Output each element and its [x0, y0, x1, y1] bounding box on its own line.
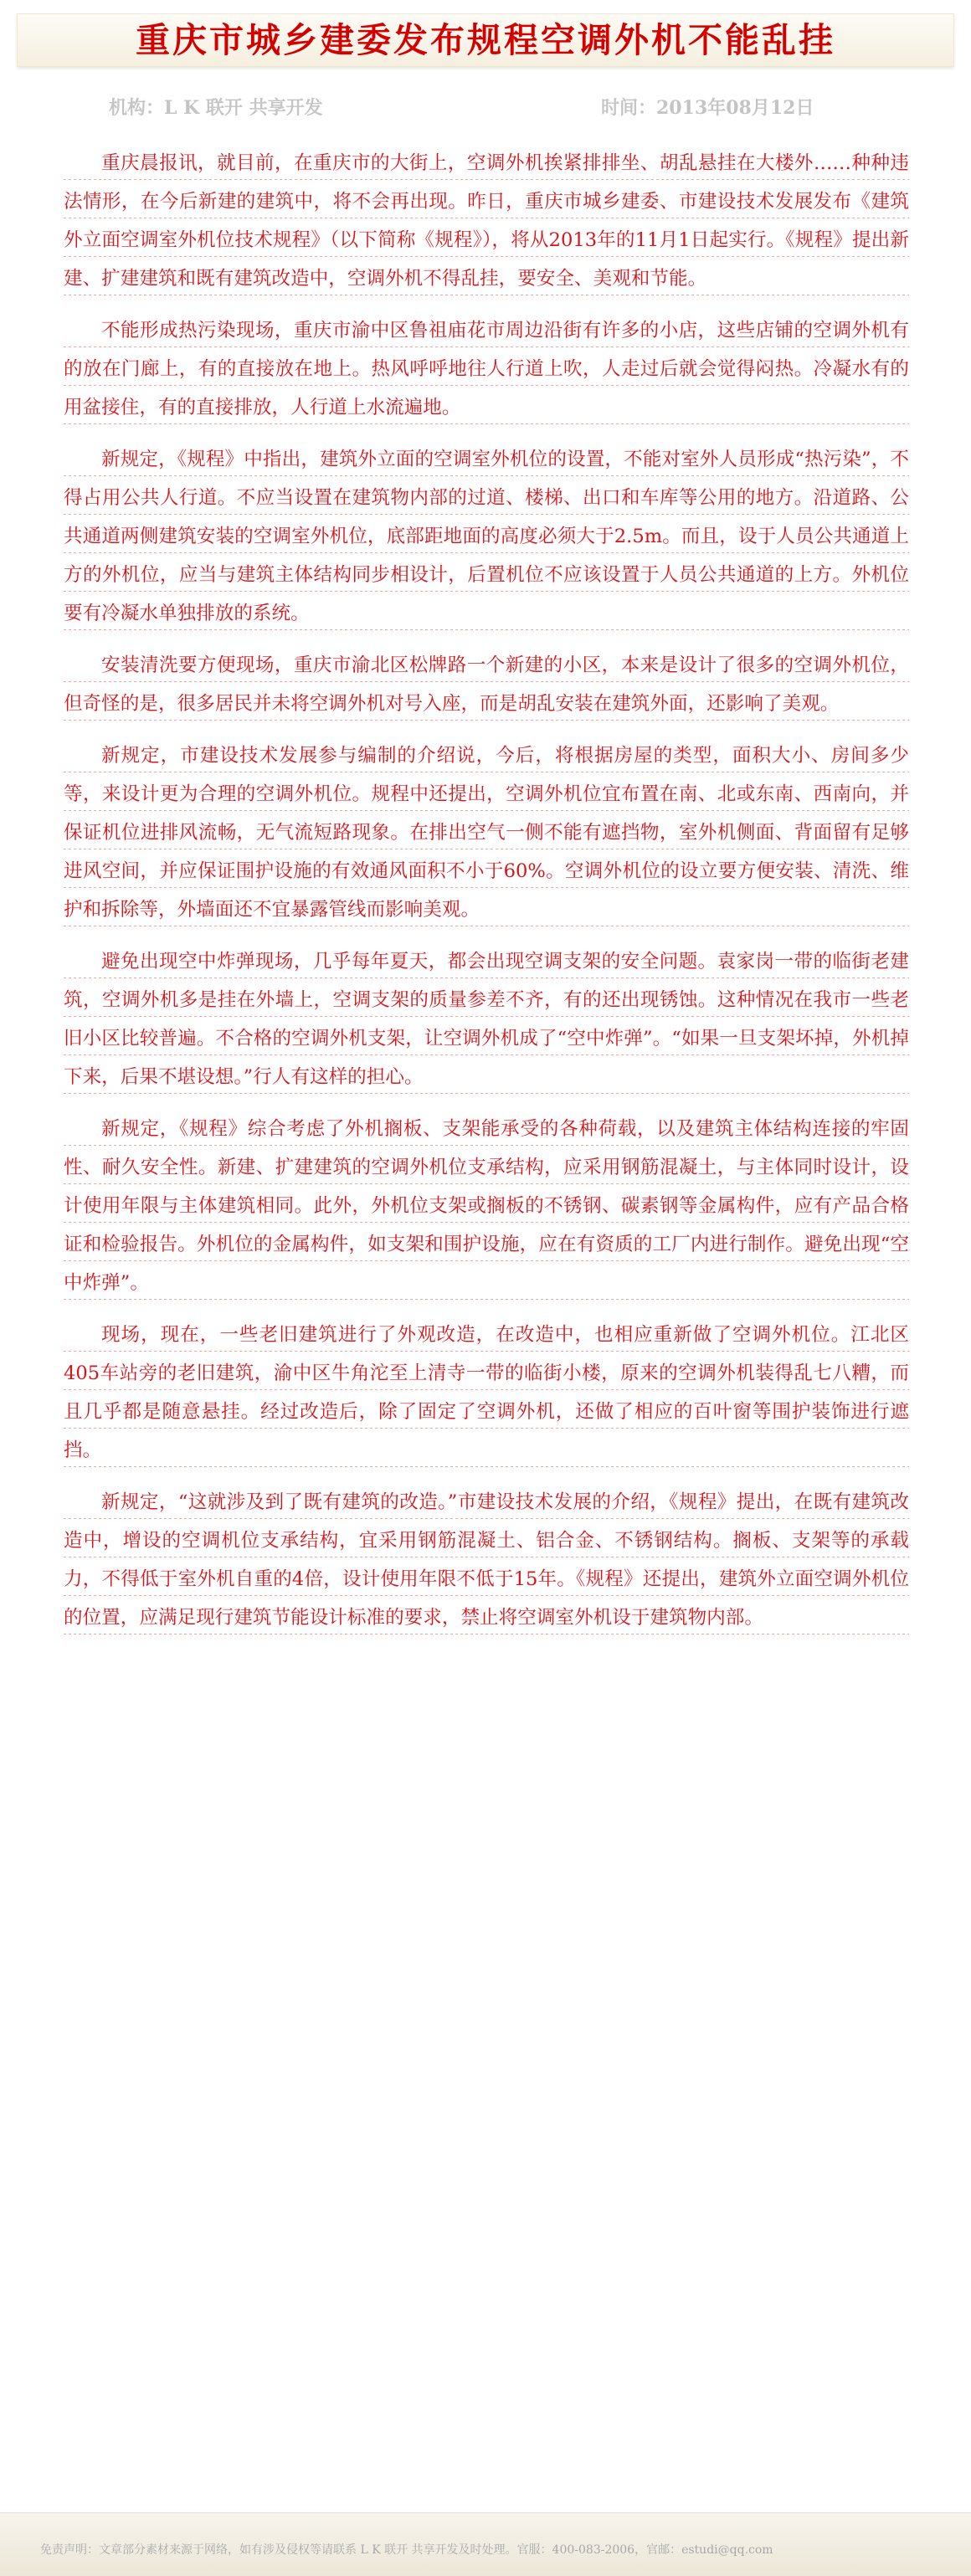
article-meta [0, 94, 971, 127]
paragraph: 重庆晨报讯，就目前，在重庆市的大街上，空调外机挨紧排排坐、胡乱悬挂在大楼外……种种违法情形，在今后新建的建筑中，将不会再出现。昨日，重庆市城乡建委、市建设技术发展发布《建筑外立面空调室外机位技术规程》（以下简称《规程》），将从2013年的11月1日起实行。《规程》提出新建、扩建建筑和既有建筑改造中，空调外机不得乱挂，要安全、美观和节能。 [64, 144, 909, 298]
paragraph: 避免出现空中炸弹现场，几乎每年夏天，都会出现空调支架的安全问题。袁家岗一带的临街老建筑，空调外机多是挂在外墙上，空调支架的质量参差不齐，有的还出现锈蚀。这种情况在我市一些老旧小区比较普遍。不合格的空调外机支架，让空调外机成了“空中炸弹”。“如果一旦支架坏掉，外机掉下来，后果不堪设想。”行人有这样的担心。 [64, 942, 909, 1096]
article-title: 重庆市城乡建委发布规程空调外机不能乱挂 [136, 19, 835, 60]
article-org: 机构：L K 联开 共享开发 [109, 97, 323, 119]
paragraph: 安装清洗要方便现场，重庆市渝北区松牌路一个新建的小区，本来是设计了很多的空调外机位，但奇怪的是，很多居民并未将空调外机对号入座，而是胡乱安装在建筑外面，还影响了美观。 [64, 646, 909, 723]
paragraph: 新规定，《规程》综合考虑了外机搁板、支架能承受的各种荷载，以及建筑主体结构连接的牢固性、耐久安全性。新建、扩建建筑的空调外机位支承结构，应采用钢筋混凝土，与主体同时设计，设计使用年限与主体建筑相同。此外，外机位支架或搁板的不锈钢、碳素钢等金属构件，应有产品合格证和检验报告。外机位的金属构件，如支架和围护设施，应在有资质的工厂内进行制作。避免出现“空中炸弹”。 [64, 1110, 909, 1302]
paragraph: 新规定，《规程》中指出，建筑外立面的空调室外机位的设置，不能对室外人员形成“热污染”，不得占用公共人行道。不应当设置在建筑物内部的过道、楼梯、出口和车库等公用的地方。沿道路、公共通道两侧建筑安装的空调室外机位，底部距地面的高度必须大于2.5m。而且，设于人员公共通道上方的外机位，应当与建筑主体结构同步相设计，后置机位不应该设置于人员公共通道的上方。外机位要有冷凝水单独排放的系统。 [64, 440, 909, 633]
paragraph: 新规定，市建设技术发展参与编制的介绍说，今后，将根据房屋的类型，面积大小、房间多少等，来设计更为合理的空调外机位。规程中还提出，空调外机位宜布置在南、北或东南、西南向，并保证机位进排风流畅，无气流短路现象。在排出空气一侧不能有遮挡物，室外机侧面、背面留有足够进风空间，并应保证围护设施的有效通风面积不小于60%。空调外机位的设立要方便安装、清洗、维护和拆除等，外墙面还不宜暴露管线而影响美观。 [64, 736, 909, 929]
paragraph: 现场，现在，一些老旧建筑进行了外观改造，在改造中，也相应重新做了空调外机位。江北区405车站旁的老旧建筑，渝中区牛角沱至上清寺一带的临街小楼，原来的空调外机装得乱七八糟，而且几乎都是随意悬挂。经过改造后，除了固定了空调外机，还做了相应的百叶窗等围护装饰进行遮挡。 [64, 1316, 909, 1470]
title-banner [17, 13, 954, 67]
article-body [64, 144, 909, 1650]
paragraph: 不能形成热污染现场，重庆市渝中区鲁祖庙花市周边沿街有许多的小店，这些店铺的空调外机有的放在门廊上，有的直接放在地上。热风呼呼地往人行道上吹，人走过后就会觉得闷热。冷凝水有的用盆接住，有的直接排放，人行道上水流遍地。 [64, 311, 909, 427]
footer-disclaimer: 免责声明：文章部分素材来源于网络，如有涉及侵权等请联系 L K 联开 共享开发及时处理。官服：400-083-2006，官邮：estudi@qq.com [40, 2543, 773, 2557]
paragraph: 新规定，“这就涉及到了既有建筑的改造。”市建设技术发展的介绍，《规程》提出，在既有建筑改造中，增设的空调机位支承结构，宜采用钢筋混凝土、铝合金、不锈钢结构。搁板、支架等的承载力，不得低于室外机自重的4倍，设计使用年限不低于15年。《规程》还提出，建筑外立面空调外机位的位置，应满足现行建筑节能设计标准的要求，禁止将空调室外机设于建筑物内部。 [64, 1483, 909, 1637]
article-date: 时间：2013年08月12日 [601, 97, 814, 119]
